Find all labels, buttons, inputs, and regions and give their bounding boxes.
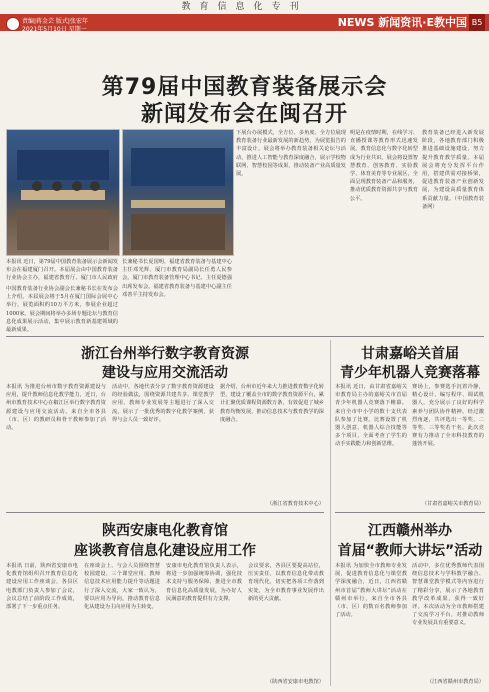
- shaanxi-body4: 会议要求，各县区要提高站位，压实责任，以教育信息化带动教育现代化，切实把各项工作落到实处，为全市教育事业发展作出新的更大贡献。: [248, 563, 324, 602]
- newspaper-logo-icon: [6, 17, 20, 31]
- lead-title-line1: 第79届中国教育装备展示会: [101, 75, 388, 100]
- edition-line: 责编|蒋金芸 版式|张宏年: [22, 18, 88, 25]
- gansu-title-line1: 甘肃嘉峪关首届: [361, 346, 459, 362]
- gansu-body1: 本报讯 近日，由甘肃省嘉峪关市教育局主办的嘉峪关市首届青少年机器人竞赛落下帷幕。来自全市中小学的数十支代表队参加了比赛。比赛设置了机器人创意、机器人综合技能等多个项目，全面考查了学生的动手实践能力和创新思维。: [335, 384, 407, 448]
- jiangxi-title-line2: 首届“教师大讲坛”活动: [337, 543, 483, 559]
- jiangxi-body2: 活动中，多位优秀教师代表围绕信息技术与学科教学融合、智慧课堂教学模式等内容进行了精彩分享，展示了各地教育教学改革成果，获得一致好评。本次活动为全市教师搭建了交流学习平台，对推动教师专业发展具有重要意义。: [412, 563, 484, 627]
- shaanxi-title-line1: 陕西安康电化教育馆: [102, 523, 228, 539]
- jiangxi-title-line1: 江西赣州举办: [368, 523, 452, 539]
- lead-photo: [6, 129, 120, 256]
- section-name: NEWS 新闻资讯·E教中国: [337, 16, 467, 29]
- gansu-title-line2: 青少年机器人竞赛落幕: [340, 365, 480, 381]
- divider-middle-right: [335, 512, 485, 513]
- lead-photo-scene: [7, 130, 119, 255]
- shaanxi-body2: 在座谈会上，与会人员围绕智慧校园建设、三个课堂应用、教师信息技术应用能力提升等话题进行了深入交流，大家一致认为，要以应用为导向，推动教育信息化从建设为主向应用为主转变。: [84, 563, 160, 611]
- lead-col1: 本报讯 近日，第79届中国教育装备展示会新闻发布会在福建厦门召开。本届展会由中国教育装备行业协会主办，福建省教育厅、厦门市人民政府: [6, 259, 118, 282]
- zhejiang-byline: （浙江省教育技术中心）: [266, 501, 324, 507]
- gansu-body2: 赛场上，参赛选手沉着冷静，精心设计、编写程序、调试机器人，充分展示了良好的科学素养与团队协作精神。经过激烈角逐，共评选出一等奖、二等奖、三等奖若干名。此次竞赛有力推动了全市科技教育的蓬勃开展。: [412, 384, 484, 448]
- page-header: [0, 0, 489, 56]
- zhejiang-body3: 据介绍，台州市近年来大力推进教育数字化转型，建设了覆盖全市的数字教育资源平台，累计汇聚优质课程资源数万条，有效促进了城乡教育均衡发展，推动信息技术与教育教学的深度融合。: [220, 384, 324, 423]
- lead-col5: 明是在疫情时期，在线学习、直播授课等教育形式迅速发展，教育信息化与数字化转型成为行业共识。展会将设置智慧教育、创客教育、实验教学、体育美育等专业展区，全面呈现教育装备产品和服务，推动优质教育资源共享与教育公平。: [350, 130, 418, 202]
- zhejiang-body2: 活动中，各地代表分享了数字教育资源建设的经验做法，围绕资源共建共享、课堂教学应用、教师专业发展等主题进行了深入交流，展示了一批优秀的数字化教学案例，获得与会人员一致好评。: [112, 384, 214, 423]
- masthead: 教育信息化专刊: [181, 2, 308, 12]
- shaanxi-title-line2: 座谈教育信息化建设应用工作: [74, 543, 256, 559]
- lead-col2: 中国教育装备行业协会副会长兼秘书长在发布会上介绍，本届展会将于5月在厦门国际会展中心举行，展览面积约10万平方米，参展企业超过1000家。展会期间将举办多场专题论坛与教育信息化成果展示活动，集中展示教育新基建领域的最新成果。: [6, 286, 118, 333]
- lead-title-line2: 新闻发布会在闽召开: [140, 102, 348, 127]
- shaanxi-byline: （陕西省安康市电教馆）: [266, 679, 324, 685]
- divider-vertical: [330, 340, 331, 686]
- lead-col6: 教育装备已经进入新发展阶段，各地教育部门积极推进基础设施建设，努力提升教育教学质量。本届展会将充分发挥平台作用，搭建供需对接桥梁，促进教育装备产业创新发展，为建设高质量教育体系贡献力量。（中国教育装备网）: [422, 130, 484, 210]
- zhejiang-title-line1: 浙江台州举行数字教育资源: [81, 346, 249, 362]
- zhejiang-title-line2: 建设与应用交流活动: [102, 365, 228, 381]
- gansu-byline: （甘肃省嘉峪关市教育局）: [421, 501, 484, 507]
- date-line: 2021年5月10日 星期一: [22, 26, 87, 33]
- lead-col4: 下展台办展模式，全方位、多角度、全方位展现教育装备行业最新发展的新趋势。为展览报告的丰富设计，展会将举办教育装备相关论坛与活动，推进人工智能与教育深度融合，展示学校物联网、智慧校园等成果，推动装备产业高质量发展。: [236, 130, 346, 178]
- lead-photo-2: [122, 129, 234, 256]
- lead-photo-2-scene: [123, 130, 233, 255]
- divider-lead: [6, 336, 484, 337]
- shaanxi-body3: 安康市电化教育馆负责人表示，将进一步加强统筹协调，强化技术支持与服务保障，推进全市教育信息化高质量发展，为办好人民满意的教育提供有力支撑。: [166, 563, 242, 602]
- shaanxi-body1: 本报讯 日前，陕西省安康市电化教育馆组织召开教育信息化建设应用工作座谈会，各县区电教部门负责人参加了会议，会议总结了前阶段工作成效，部署了下一步重点任务。: [6, 563, 78, 611]
- jiangxi-body1: 本报讯 为加快全市教师专业发展，促进教育信息化与课堂教学深度融合，近日，江西省赣州市首届“教师大讲坛”活动在赣州市举行，来自全市各县（市、区）的数百名教师参加了活动。: [335, 563, 407, 619]
- jiangxi-byline: （江西省赣州市教育局）: [426, 679, 484, 685]
- page-number: B5: [469, 14, 485, 31]
- divider-middle-left: [6, 512, 324, 513]
- zhejiang-body1: 本报讯 为推进台州市数字教育资源建设与应用，提升教师信息化教学能力，近日，台州市教育技术中心在椒江区举行数字教育资源建设与应用交流活动。来自全市各县（市、区）的教研员和骨干教师参加了活动。: [6, 384, 106, 432]
- lead-col3: 长兼秘书长夏国明、福建省教育装备与基建中心主任邓光辉、厦门市教育局副局长任勇人民参会。厦门市教育装备管理中心书记、主任夏德强出席发布会。福建省教育装备与基建中心副主任邓善平主持发布会。: [122, 259, 232, 298]
